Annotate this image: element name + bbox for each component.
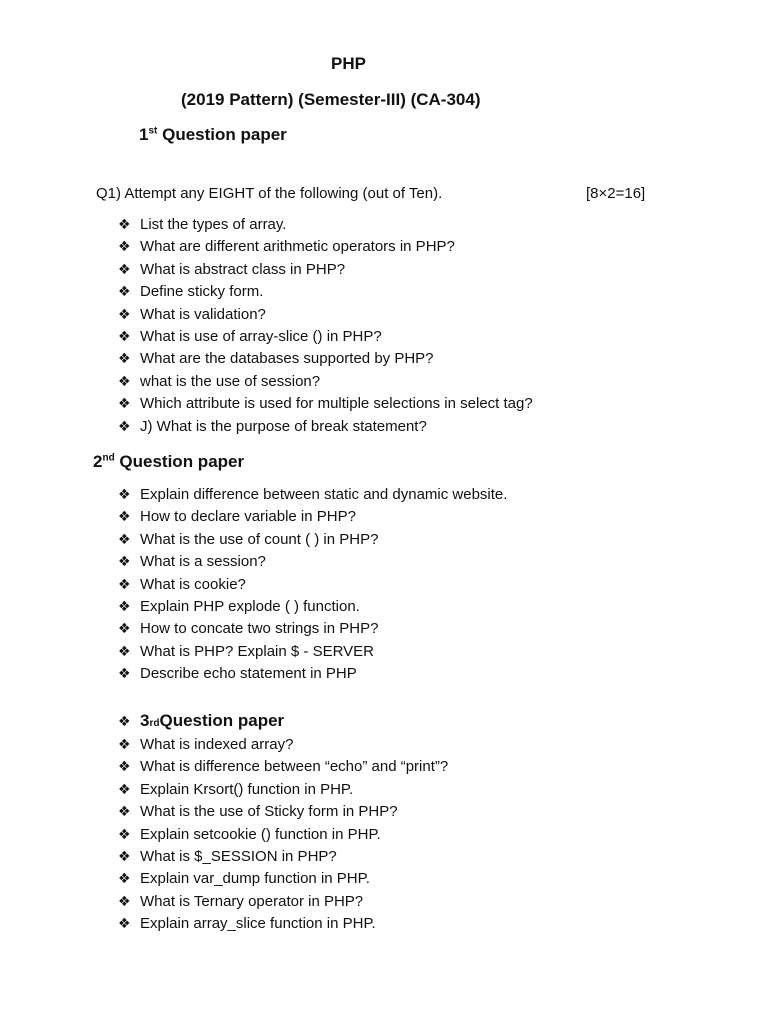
bullet-icon: ❖ <box>118 260 131 277</box>
document-subtitle: (2019 Pattern) (Semester-III) (CA-304) <box>181 90 481 109</box>
question-marks: [8×2=16] <box>586 185 646 202</box>
list-item <box>118 643 374 660</box>
list-item <box>118 486 507 503</box>
paper1-heading <box>139 125 287 145</box>
question-text: How to declare variable in PHP? <box>140 508 356 526</box>
paper2-heading-number: 2 <box>93 452 103 471</box>
paper3-heading: ❖ 3 rd Question paper <box>118 711 285 730</box>
bullet-icon: ❖ <box>118 620 131 637</box>
question-text: What is use of array-slice () in PHP? <box>140 328 382 345</box>
list-item <box>118 826 381 843</box>
list-item <box>118 553 266 570</box>
bullet-icon: ❖ <box>118 758 131 775</box>
list-item <box>118 848 337 865</box>
list-item <box>118 576 246 593</box>
paper3-heading-number: 3 <box>140 711 150 730</box>
bullet-icon: ❖ <box>118 825 131 842</box>
paper3-heading-text: Question paper <box>159 711 285 730</box>
list-item <box>118 306 266 323</box>
bullet-icon: ❖ <box>118 216 131 232</box>
list-item <box>118 283 263 300</box>
question-text: What is PHP? Explain $ - SERVER <box>140 642 374 660</box>
bullet-icon: ❖ <box>118 530 131 547</box>
bullet-icon: ❖ <box>118 915 131 932</box>
bullet-icon: ❖ <box>118 598 131 614</box>
document-title: PHP <box>331 54 366 73</box>
bullet-icon: ❖ <box>118 665 131 682</box>
bullet-icon: ❖ <box>118 553 131 570</box>
list-item <box>118 598 360 615</box>
bullet-icon: ❖ <box>118 736 131 752</box>
list-item <box>118 418 427 435</box>
question-text: What is cookie? <box>140 575 246 593</box>
question-text: What is validation? <box>140 305 266 323</box>
list-item <box>118 216 286 233</box>
bullet-icon: ❖ <box>118 575 131 592</box>
paper2-heading <box>93 452 244 472</box>
question-text: What is abstract class in PHP? <box>140 260 346 278</box>
question-text: Explain Krsort() function in PHP. <box>140 780 354 798</box>
bullet-icon: ❖ <box>118 350 131 367</box>
question-text: How to concate two strings in PHP? <box>140 620 379 638</box>
list-item <box>118 328 382 345</box>
bullet-icon: ❖ <box>118 417 131 434</box>
bullet-icon: ❖ <box>118 508 131 525</box>
bullet-icon: ❖ <box>118 848 131 864</box>
question-text: Explain setcookie () function in PHP. <box>140 825 381 843</box>
list-item <box>118 373 320 390</box>
list-item <box>118 758 448 775</box>
list-item <box>118 736 293 753</box>
list-item <box>118 350 434 367</box>
bullet-icon: ❖ <box>118 713 131 729</box>
paper1-heading-text: Question paper <box>157 125 287 144</box>
list-item <box>118 803 398 820</box>
question-text: What is the use of Sticky form in PHP? <box>140 803 398 821</box>
bullet-icon: ❖ <box>118 486 131 502</box>
list-item <box>118 781 353 798</box>
question-text: what is the use of session? <box>140 372 321 390</box>
list-item <box>118 665 357 682</box>
question-text: J) What is the purpose of break statement? <box>140 417 427 435</box>
paper1-heading-number: 1 <box>139 125 149 144</box>
question-text: What is Ternary operator in PHP? <box>140 892 364 910</box>
question-text: List the types of array. <box>140 216 287 233</box>
bullet-icon: ❖ <box>118 283 131 300</box>
bullet-icon: ❖ <box>118 803 131 820</box>
question-text: Describe echo statement in PHP <box>140 665 357 683</box>
paper1-heading-ordinal: st <box>148 125 158 137</box>
list-item <box>118 531 378 548</box>
list-item <box>118 620 378 637</box>
bullet-icon: ❖ <box>118 780 131 797</box>
bullet-icon: ❖ <box>118 238 131 255</box>
question-text: Explain difference between static and dynamic website. <box>140 486 508 503</box>
question-text: Define sticky form. <box>140 283 264 301</box>
question-text: Which attribute is used for multiple selections in select tag? <box>140 395 533 413</box>
question-text: What are different arithmetic operators in PHP? <box>140 238 455 256</box>
paper2-heading-ordinal: nd <box>102 452 115 464</box>
question-text: What is $_SESSION in PHP? <box>140 848 337 865</box>
question-text: Explain PHP explode ( ) function. <box>140 598 360 615</box>
list-item <box>118 893 363 910</box>
bullet-icon: ❖ <box>118 870 131 887</box>
list-item <box>118 238 455 255</box>
list-item <box>118 261 345 278</box>
bullet-icon: ❖ <box>118 395 131 412</box>
question-instruction: Q1) Attempt any EIGHT of the following (out of Ten). <box>96 185 443 202</box>
bullet-icon: ❖ <box>118 328 131 344</box>
question-text: What is a session? <box>140 553 266 571</box>
bullet-icon: ❖ <box>118 305 131 322</box>
list-item <box>118 395 533 412</box>
bullet-icon: ❖ <box>118 372 131 389</box>
bullet-icon: ❖ <box>118 642 131 659</box>
question-text: What are the databases supported by PHP? <box>140 350 434 368</box>
question-text: What is difference between “echo” and “print”? <box>140 758 449 776</box>
list-item <box>118 870 370 887</box>
list-item <box>118 508 356 525</box>
question-text: Explain var_dump function in PHP. <box>140 870 370 888</box>
bullet-icon: ❖ <box>118 892 131 909</box>
list-item <box>118 915 376 932</box>
question-text: Explain array_slice function in PHP. <box>140 915 376 933</box>
question-text: What is indexed array? <box>140 736 294 753</box>
question-text: What is the use of count ( ) in PHP? <box>140 530 379 548</box>
paper2-heading-text: Question paper <box>114 452 245 471</box>
